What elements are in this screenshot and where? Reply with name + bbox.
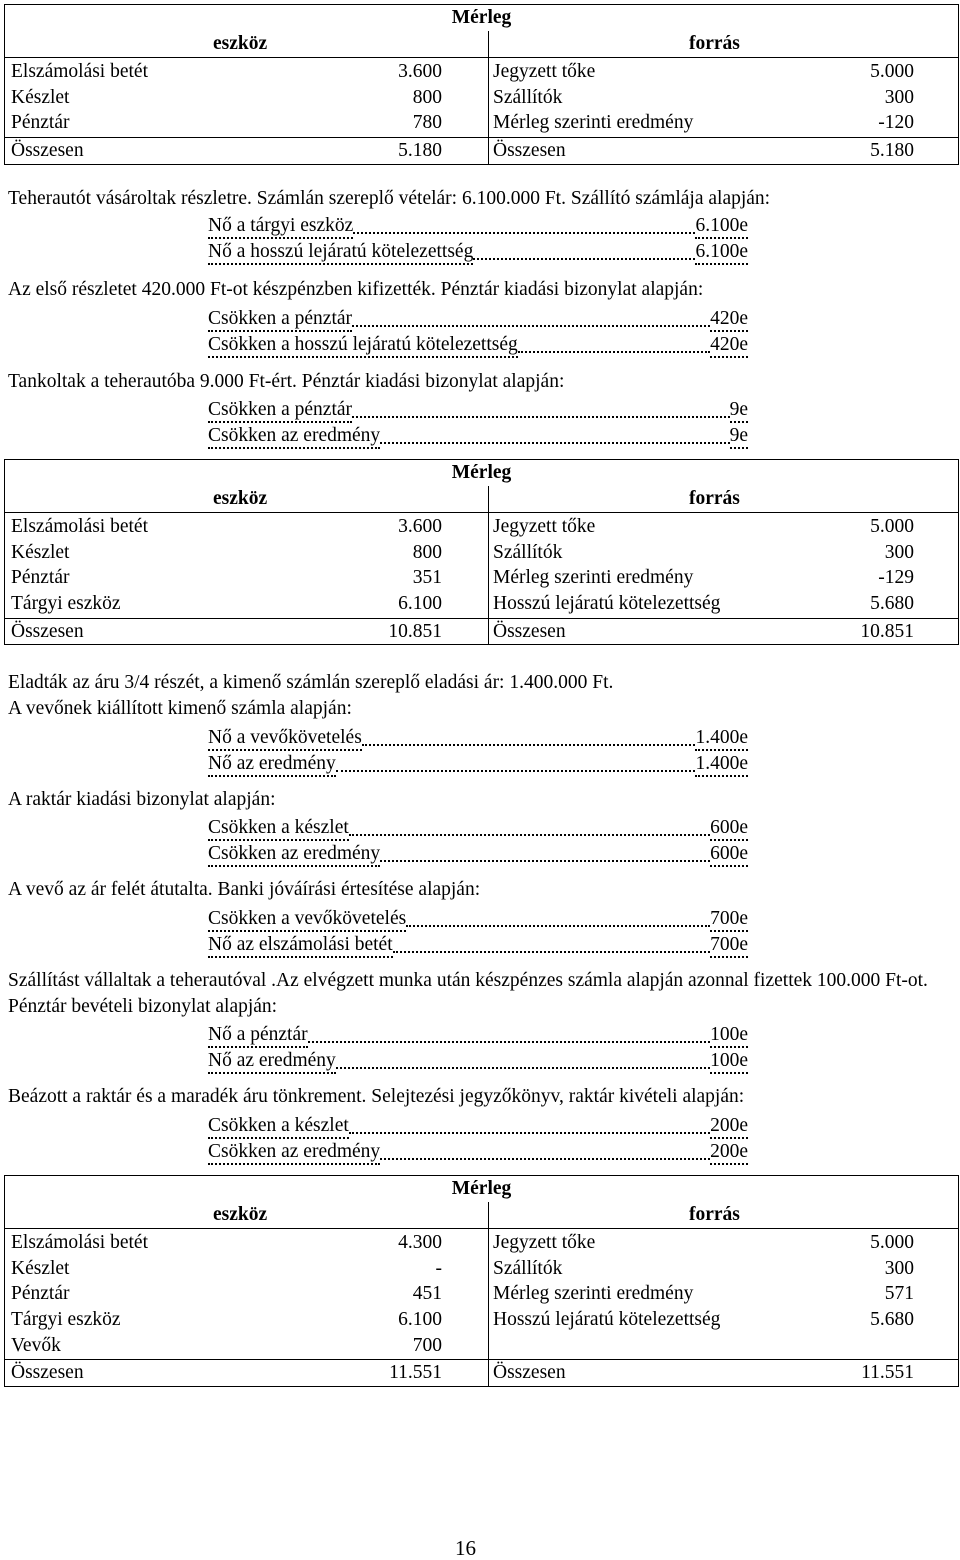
liability-row: Szállítók 300 [493, 86, 915, 108]
entry-line: Nő a pénztár 100e [208, 1022, 748, 1048]
entry-line: Nő a hosszú lejáratú kötelezettség 6.100e [208, 239, 748, 265]
entry-line: Nő a tárgyi eszköz 6.100e [208, 213, 748, 239]
journal-entry [208, 725, 748, 777]
asset-row: Elszámolási betét 3.600 [11, 61, 442, 82]
assets-total: Összesen 11.551 [5, 1360, 489, 1387]
liabilities-column [489, 58, 959, 138]
liability-row [493, 1333, 914, 1359]
paragraph-text: Teherautót vásároltak részletre. Számlán szereplő vételár: 6.100.000 Ft. Szállító számlája alapján: [8, 188, 771, 209]
liabilities-total: Összesen 5.180 [489, 138, 959, 165]
liabilities-column [489, 1229, 959, 1360]
paragraph-text: A raktár kiadási bizonylat alapján: [8, 789, 276, 810]
entry-line: Csökken a pénztár 9e [208, 397, 748, 423]
journal-entry [208, 906, 748, 958]
paragraph-text: A vevőnek kiállított kimenő számla alapján: [8, 698, 352, 719]
paragraph-text: Tankoltak a teherautóba 9.000 Ft-ért. Pénztár kiadási bizonylat alapján: [8, 371, 565, 392]
paragraph-text: A vevő az ár felét átutalta. Banki jóváírási értesítése alapján: [8, 879, 481, 900]
journal-entry [208, 815, 748, 867]
paragraph-text: Az első részletet 420.000 Ft-ot készpénzben kifizették. Pénztár kiadási bizonylat alapján: [8, 279, 704, 300]
entry-line: Nő a vevőkövetelés 1.400e [208, 725, 748, 751]
assets-total: Összesen 5.180 [5, 138, 489, 165]
assets-total: Összesen 10.851 [5, 618, 489, 645]
paragraph-text: Eladták az áru 3/4 részét, a kimenő számlán szereplő eladási ár: 1.400.000 Ft. [8, 672, 614, 693]
liability-row: Jegyzett tőke 5.000 [493, 61, 915, 82]
liability-row: Jegyzett tőke 5.000 [493, 516, 915, 537]
journal-entry [208, 1113, 748, 1165]
entry-line: Csökken a pénztár 420e [208, 306, 748, 332]
liability-row: Jegyzett tőke 5.000 [493, 1232, 915, 1253]
liability-row: Szállítók 300 [493, 541, 915, 563]
entry-line: Csökken az eredmény 200e [208, 1139, 748, 1165]
entry-line: Csökken a hosszú lejáratú kötelezettség 420e [208, 332, 748, 358]
assets-column [5, 513, 489, 619]
journal-entry [208, 306, 748, 358]
page-number: 16 [455, 1536, 476, 1560]
entry-line: Csökken az eredmény 600e [208, 841, 748, 867]
journal-entry [208, 213, 748, 265]
liability-row: Mérleg szerinti eredmény -120 [493, 112, 915, 134]
asset-row: Készlet - [11, 1257, 442, 1279]
entry-line: Csökken a készlet 600e [208, 815, 748, 841]
asset-row: Pénztár 351 [11, 567, 442, 589]
liability-row: Mérleg szerinti eredmény 571 [493, 1283, 915, 1305]
liabilities-header: forrás [489, 486, 959, 513]
asset-row: Tárgyi eszköz 6.100 [11, 1309, 442, 1331]
entry-line: Nő az eredmény 1.400e [208, 751, 748, 777]
asset-row: Készlet 800 [11, 541, 442, 563]
liability-row: Szállítók 300 [493, 1257, 915, 1279]
entry-line: Csökken a vevőkövetelés 700e [208, 906, 748, 932]
liability-row: Hosszú lejáratú kötelezettség 5.680 [493, 593, 915, 615]
liabilities-total: Összesen 11.551 [489, 1360, 959, 1387]
liabilities-total: Összesen 10.851 [489, 618, 959, 645]
entry-line: Nő az elszámolási betét 700e [208, 932, 748, 958]
asset-row: Vevők 700 [11, 1334, 442, 1356]
journal-entry [208, 397, 748, 449]
asset-row: Készlet 800 [11, 86, 442, 108]
entry-line: Nő az eredmény 100e [208, 1048, 748, 1074]
asset-row: Elszámolási betét 4.300 [11, 1232, 442, 1253]
balance-title: Mérleg [5, 460, 959, 487]
assets-header: eszköz [5, 31, 489, 58]
assets-header: eszköz [5, 486, 489, 513]
liabilities-header: forrás [489, 31, 959, 58]
assets-column [5, 1229, 489, 1360]
balance-sheet [4, 1175, 959, 1387]
asset-row: Pénztár 780 [11, 112, 442, 134]
assets-header: eszköz [5, 1202, 489, 1229]
journal-entry [208, 1022, 748, 1074]
entry-line: Csökken az eredmény 9e [208, 423, 748, 449]
liabilities-header: forrás [489, 1202, 959, 1229]
paragraph-text: Szállítást vállaltak a teherautóval .Az elvégzett munka után készpénzes számla alapján azonnal fizettek 100.000 Ft-ot. Pénztár bevételi bizonylat alapján: [8, 970, 928, 1017]
entry-line: Csökken a készlet 200e [208, 1113, 748, 1139]
asset-row: Elszámolási betét 3.600 [11, 516, 442, 537]
liabilities-column [489, 513, 959, 619]
balance-sheet [4, 459, 959, 645]
paragraph-text: Beázott a raktár és a maradék áru tönkrement. Selejtezési jegyzőkönyv, raktár kivételi alapján: [8, 1086, 745, 1107]
balance-title: Mérleg [5, 5, 959, 32]
asset-row: Tárgyi eszköz 6.100 [11, 593, 442, 615]
balance-sheet [4, 4, 959, 165]
liability-row: Hosszú lejáratú kötelezettség 5.680 [493, 1309, 915, 1331]
liability-row: Mérleg szerinti eredmény -129 [493, 567, 915, 589]
asset-row: Pénztár 451 [11, 1283, 442, 1305]
balance-title: Mérleg [5, 1176, 959, 1203]
assets-column [5, 58, 489, 138]
